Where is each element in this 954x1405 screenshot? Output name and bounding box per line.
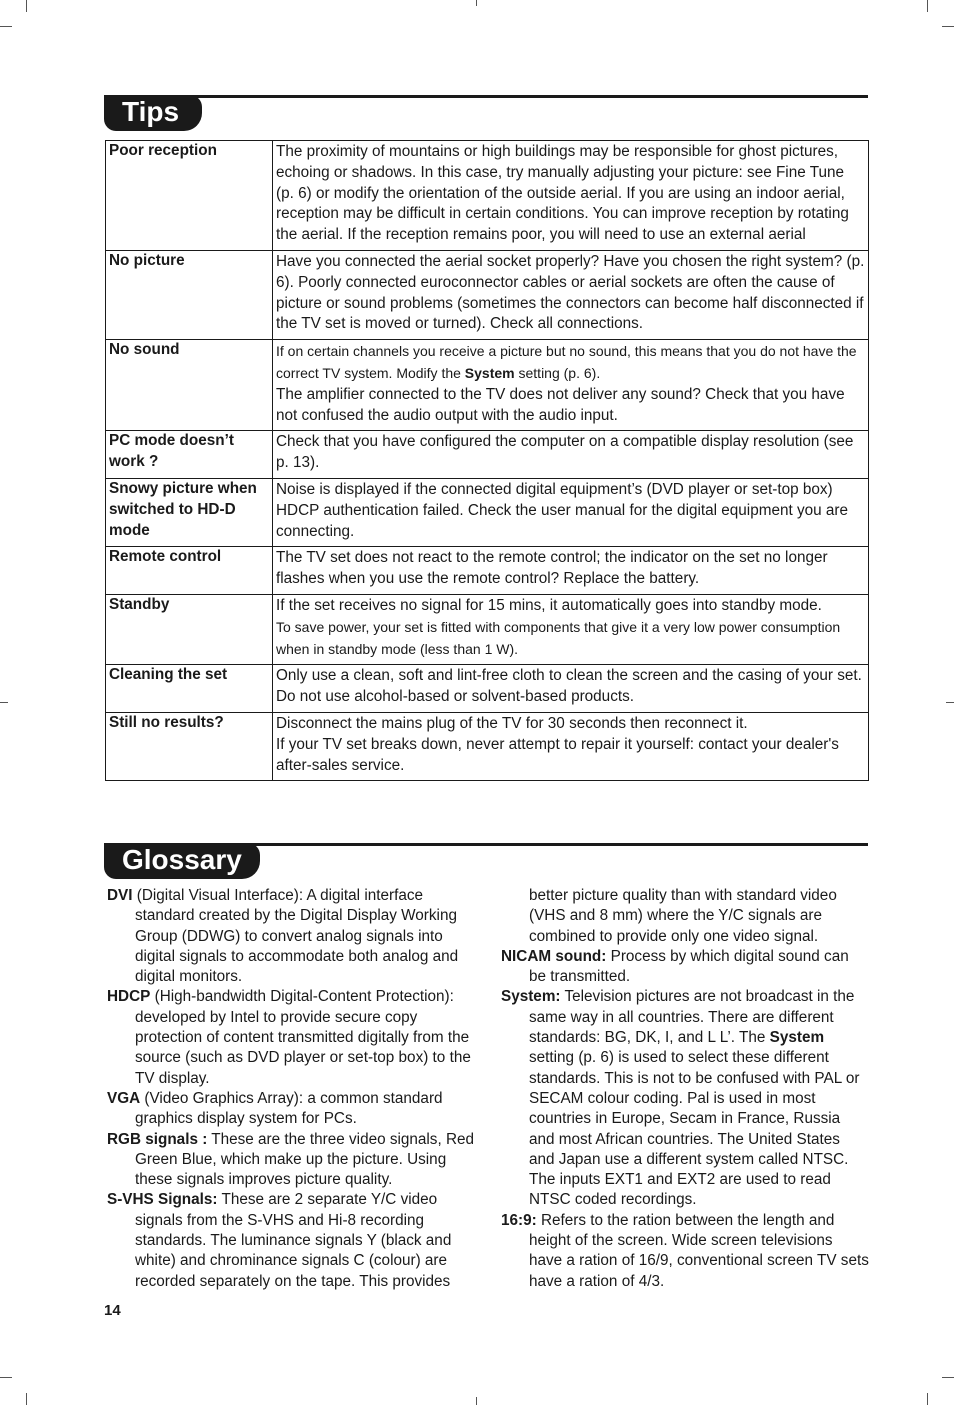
glossary-entry [501, 947, 869, 988]
tip-text: If on certain channels you receive a picture but no sound, this means that you do not have the correct TV system. Modify the [276, 343, 857, 381]
glossary-entry [107, 987, 479, 1088]
tips-title: Tips [104, 95, 202, 131]
tip-label: Snowy picture when switched to HD-D mode [106, 478, 273, 546]
tip-text: setting (p. 6). [514, 364, 601, 381]
glossary-term: DVI [107, 887, 133, 904]
table-row [106, 547, 869, 595]
table-row [106, 712, 869, 780]
glossary-term: HDCP [107, 988, 151, 1006]
tip-text: If the set receives no signal for 15 mins, it automatically goes into standby mode. [276, 596, 822, 614]
glossary-definition: setting (p. 6) is used to select these different standards. This is not to be confused with PAL or SECAM colour coding. Pal is used in most countries in Europe, Secam in France, Russia and most African countries. The United States and Japan use a different system called NTSC. The inputs EXT1 and EXT2 are used to read NTSC coded recordings. [529, 1049, 860, 1209]
tip-text-bold: System [464, 364, 515, 381]
tip-text: Disconnect the mains plug of the TV for 30 seconds then reconnect it. [276, 714, 748, 732]
table-row [106, 478, 869, 546]
tip-description: Have you connected the aerial socket properly? Have you chosen the right system? (p. 6). Poorly connected euroconnector cables or aerial sockets are often the cause of picture or sound problems (sometimes the connectors can become half disconnected if the TV set is moved or turned). Check all connections. [273, 250, 869, 339]
glossary-term: System: [501, 988, 561, 1006]
glossary-entry [107, 1130, 479, 1191]
tip-label: Standby [106, 594, 273, 664]
table-row [106, 665, 869, 713]
crop-mark [0, 1377, 12, 1378]
tips-table [105, 140, 869, 781]
tip-description: The TV set does not react to the remote control; the indicator on the set no longer flashes when you use the remote control? Replace the battery. [273, 547, 869, 595]
glossary-left-column [107, 886, 479, 1292]
tip-description: The proximity of mountains or high buildings may be responsible for ghost pictures, echoing or shadows. In this case, try manually adjusting your picture: see Fine Tune (p. 6) or modify the orientation of the outside aerial. If you are using an indoor aerial, reception may be difficult in certain conditions. You can improve reception by rotating the aerial. If the reception remains poor, you will need to use an external aerial [273, 141, 869, 251]
tip-description: Check that you have configured the computer on a compatible display resolution (see p. 13). [273, 431, 869, 479]
glossary-entry [501, 987, 869, 1210]
glossary-definition: These are 2 separate Y/C video signals from the S-VHS and Hi-8 recording standards. The luminance signals Y (black and white) and chrominance signals C (colour) are recorded separately on the tape. This provides [135, 1191, 452, 1290]
table-row [106, 141, 869, 251]
tip-description: Noise is displayed if the connected digital equipment’s (DVD player or set-top box) HDCP authentication failed. Check the user manual for the digital equipment you are connecting. [273, 478, 869, 546]
table-row [106, 250, 869, 339]
tip-label: PC mode doesn’t work ? [106, 431, 273, 479]
glossary-entry [107, 1089, 479, 1130]
glossary-title: Glossary [104, 843, 260, 879]
tip-text: The amplifier connected to the TV does not deliver any sound? Check that you have not confused the audio output with the audio input. [276, 385, 845, 424]
crop-mark [0, 702, 8, 703]
crop-mark [476, 1397, 477, 1405]
tip-label: Remote control [106, 547, 273, 595]
header-rule [104, 95, 868, 98]
tip-description [273, 594, 869, 664]
glossary-entry [501, 1211, 869, 1292]
tip-label: Cleaning the set [106, 665, 273, 713]
tip-label: No sound [106, 340, 273, 431]
crop-mark [927, 1393, 928, 1405]
glossary-definition: Process by which digital sound can be transmitted. [529, 947, 849, 986]
glossary-definition-continued: better picture quality than with standard video (VHS and 8 mm) where the Y/C signals are combined to provide only one video signal. [529, 887, 837, 945]
crop-mark [946, 702, 954, 703]
glossary-term: RGB signals : [107, 1130, 208, 1148]
crop-mark [26, 1393, 27, 1405]
tip-description [273, 712, 869, 780]
crop-mark [0, 26, 12, 27]
page-number: 14 [104, 1302, 121, 1319]
table-row [106, 594, 869, 664]
glossary-definition: (Video Graphics Array): a common standard graphics display system for PCs. [135, 1089, 443, 1128]
tip-label: Still no results? [106, 712, 273, 780]
glossary-section-header [104, 843, 868, 879]
tip-text: To save power, your set is fitted with components that give it a very low power consumption when in standby mode (less than 1 W). [276, 618, 841, 657]
table-row [106, 431, 869, 479]
glossary-definition: (Digital Visual Interface): A digital interface standard created by the Digital Display Working Group (DDWG) to convert analog signals into digital signals to accommodate both analog and digital monitors. [132, 887, 459, 986]
glossary-definition: Refers to the ration between the length and height of the screen. Wide screen televisions have a ration of 16/9, conventional screen TV sets have a ration of 4/3. [529, 1211, 869, 1290]
glossary-definition: These are the three video signals, Red Green Blue, which make up the picture. Using these signals improves picture quality. [135, 1130, 475, 1189]
tip-description: Only use a clean, soft and lint-free cloth to clean the screen and the casing of your set. Do not use alcohol-based or solvent-based products. [273, 665, 869, 713]
crop-mark [942, 1377, 954, 1378]
glossary-right-column [501, 886, 869, 1292]
glossary-entry [107, 1190, 479, 1291]
glossary-definition: (High-bandwidth Digital-Content Protection): developed by Intel to provide secure copy protection of content transmitted digitally from the source (such as DVD player or set-top box) to the TV display. [135, 988, 471, 1087]
glossary-term: VGA [107, 1089, 141, 1107]
tip-description [273, 340, 869, 431]
crop-mark [942, 26, 954, 27]
tip-text: If your TV set breaks down, never attempt to repair it yourself: contact your dealer's after-sales service. [276, 735, 839, 774]
crop-mark [476, 0, 477, 6]
glossary-term: S-VHS Signals: [107, 1191, 218, 1209]
crop-mark [26, 0, 27, 12]
table-row [106, 340, 869, 431]
glossary-term: NICAM sound: [501, 947, 607, 965]
glossary-entry [107, 886, 479, 987]
glossary-term: 16:9: [501, 1211, 537, 1229]
crop-mark [927, 0, 928, 12]
glossary-definition: Television pictures are not broadcast in the same way in all countries. There are different standards: BG, DK, I, and L L’. The [529, 988, 855, 1047]
glossary-definition-bold: System [769, 1029, 825, 1047]
tip-label: Poor reception [106, 141, 273, 251]
tip-label: No picture [106, 250, 273, 339]
tips-section-header [104, 95, 868, 131]
